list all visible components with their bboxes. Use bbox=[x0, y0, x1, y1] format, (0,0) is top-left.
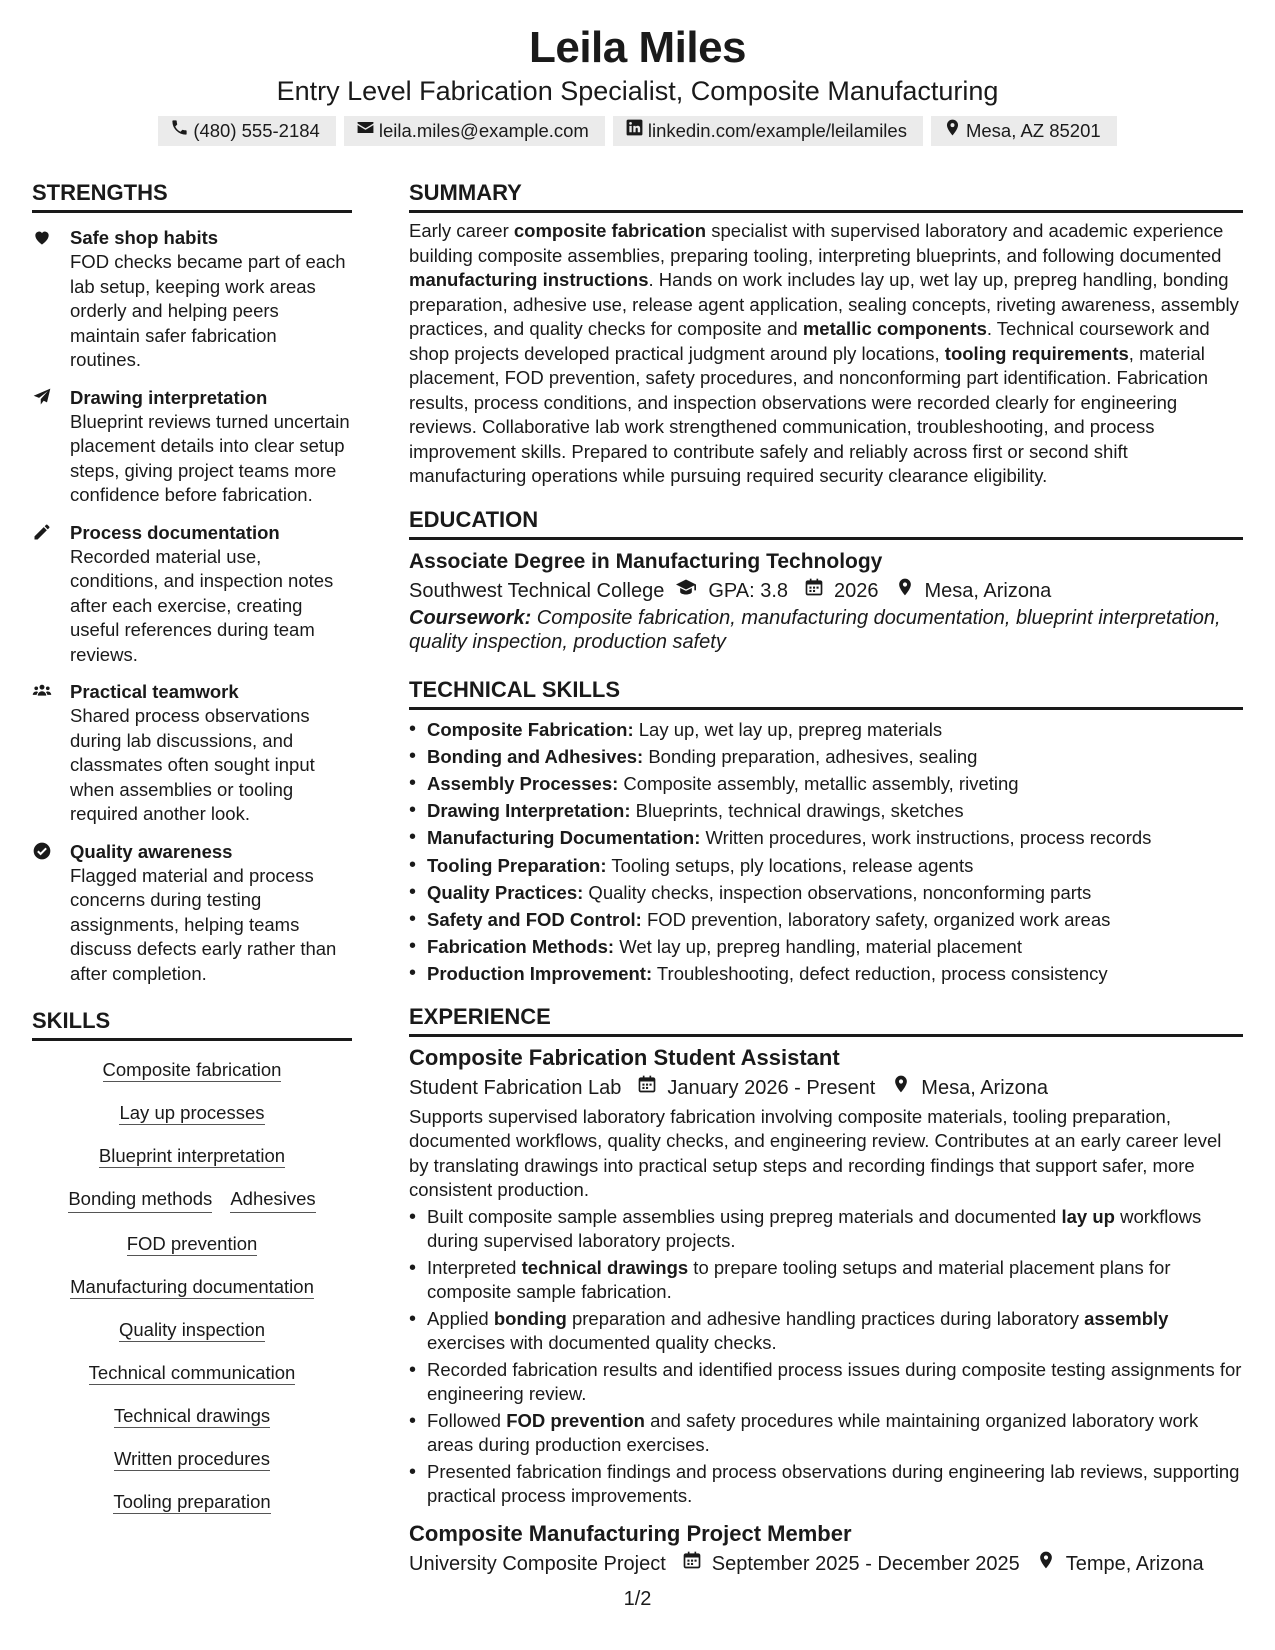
coursework-list: Composite fabrication, manufacturing documentation, blueprint interpretation, quality inspection, production safety bbox=[409, 606, 1221, 653]
bullet-text: preparation and adhesive handling practices during laboratory bbox=[566, 1307, 1085, 1329]
skill-category: Safety and FOD Control: bbox=[427, 908, 642, 930]
technical-skills-list bbox=[409, 716, 1243, 988]
job-org: Student Fabrication Lab bbox=[409, 1076, 622, 1099]
location-pin-icon bbox=[1036, 1549, 1056, 1579]
strength-desc: Recorded material use, conditions, and inspection notes after each exercise, creating useful references during team reviews. bbox=[70, 545, 334, 665]
job-meta bbox=[409, 1549, 1243, 1579]
summary-text bbox=[409, 219, 1243, 489]
skill-values: Bonding preparation, adhesives, sealing bbox=[643, 745, 978, 767]
calendar-icon bbox=[682, 1549, 702, 1579]
skill-tag: Quality inspection bbox=[118, 1319, 266, 1340]
candidate-name: Leila Miles bbox=[528, 23, 747, 72]
pencil-icon bbox=[32, 520, 70, 668]
technical-skills-heading: TECHNICAL SKILLS bbox=[409, 675, 1243, 710]
bullet-keyword: assembly bbox=[1084, 1307, 1169, 1329]
strength-item bbox=[32, 520, 352, 668]
page-number: 1/2 bbox=[623, 1588, 652, 1610]
job-location: Tempe, Arizona bbox=[1065, 1552, 1204, 1575]
strength-desc: Shared process observations during lab discussions, and classmates often sought input when assemblies or tooling required another look. bbox=[70, 705, 315, 824]
summary-keyword: tooling requirements bbox=[944, 342, 1129, 364]
resume-header bbox=[0, 0, 1275, 146]
contact-phone[interactable] bbox=[158, 116, 336, 146]
list-item bbox=[409, 879, 1243, 906]
strength-item bbox=[32, 385, 352, 508]
location-pin-icon bbox=[895, 576, 915, 606]
skill-tag: Technical communication bbox=[88, 1362, 296, 1383]
list-item bbox=[409, 1460, 1243, 1509]
bullet-text: to prepare tooling setups and material placement plans for composite sample fabrication. bbox=[427, 1256, 1171, 1303]
contact-text: Mesa, AZ 85201 bbox=[965, 119, 1101, 141]
list-item bbox=[409, 797, 1243, 824]
skill-category: Composite Fabrication: bbox=[427, 718, 634, 740]
skill-tag: Bonding methods bbox=[68, 1186, 212, 1213]
skill-tag: Blueprint interpretation bbox=[98, 1145, 286, 1166]
job-dates: September 2025 - December 2025 bbox=[711, 1552, 1020, 1575]
list-item bbox=[409, 770, 1243, 797]
skill-tag: Tooling preparation bbox=[113, 1491, 271, 1512]
list-item bbox=[409, 960, 1243, 987]
job-title: Composite Fabrication Student Assistant bbox=[409, 1044, 840, 1070]
location-pin-icon bbox=[943, 118, 962, 143]
bullet-text: and safety procedures while maintaining organized laboratory work areas during production exercises. bbox=[427, 1409, 1199, 1456]
summary-keyword: manufacturing instructions bbox=[409, 269, 649, 290]
bullet-text: Built composite sample assemblies using prepreg materials and documented bbox=[427, 1205, 1062, 1227]
skills-heading: SKILLS bbox=[32, 1006, 352, 1041]
list-item bbox=[409, 1256, 1243, 1305]
strength-desc: FOD checks became part of each lab setup, keeping work areas orderly and helping peers maintain safer fabrication routines. bbox=[70, 251, 346, 370]
list-item bbox=[409, 852, 1243, 879]
skills-list bbox=[32, 1057, 352, 1514]
bullet-text: Followed bbox=[427, 1409, 507, 1431]
skill-tag: Lay up processes bbox=[119, 1102, 265, 1123]
contact-email[interactable] bbox=[344, 116, 605, 146]
skill-category: Quality Practices: bbox=[427, 881, 584, 903]
linkedin-icon bbox=[625, 118, 644, 143]
paper-plane-icon bbox=[32, 385, 70, 508]
list-item bbox=[409, 1307, 1243, 1356]
calendar-icon bbox=[637, 1073, 657, 1103]
bullet-keyword: FOD prevention bbox=[506, 1409, 645, 1431]
bullet-text: workflows during supervised laboratory projects. bbox=[427, 1205, 1202, 1252]
skill-category: Assembly Processes: bbox=[427, 772, 619, 794]
skill-values: Quality checks, inspection observations, nonconforming parts bbox=[583, 881, 1092, 903]
strength-item bbox=[32, 225, 352, 373]
coursework bbox=[409, 606, 1243, 655]
list-item bbox=[409, 1358, 1243, 1407]
summary-part: , material placement, FOD prevention, safety procedures, and nonconforming part identification. Fabrication results, process conditions, and inspection observations were recorded clearly for engineering reviews. Collaborative lab work strengthened communication, troubleshooting, and process improvement skills. Prepared to contribute safely and reliably across first or second shift manufacturing operations while pursuing required security clearance eligibility. bbox=[409, 342, 1209, 486]
skill-values: Wet lay up, prepreg handling, material placement bbox=[614, 936, 1022, 958]
strengths-heading: STRENGTHS bbox=[32, 178, 352, 213]
skill-tag: FOD prevention bbox=[126, 1233, 258, 1254]
job-org: University Composite Project bbox=[409, 1552, 666, 1575]
phone-icon bbox=[170, 118, 189, 143]
contact-bar bbox=[0, 116, 1275, 146]
strength-title: Drawing interpretation bbox=[70, 386, 268, 408]
bullet-text: Presented fabrication findings and process observations during engineering lab reviews, supporting practical process improvements. bbox=[427, 1460, 1240, 1507]
envelope-icon bbox=[356, 118, 375, 143]
contact-text: leila.miles@example.com bbox=[378, 119, 589, 141]
contact-linkedin[interactable] bbox=[613, 116, 923, 146]
skill-values: Tooling setups, ply locations, release agents bbox=[606, 854, 974, 876]
school-location: Mesa, Arizona bbox=[924, 579, 1052, 602]
summary-part: specialist with supervised laboratory and academic experience building composite assemblies, preparing tooling, interpreting blueprints, and following documented bbox=[409, 220, 1224, 266]
skill-tag: Written procedures bbox=[114, 1448, 270, 1469]
skill-tag: Adhesives bbox=[230, 1186, 315, 1213]
skill-values: FOD prevention, laboratory safety, organized work areas bbox=[641, 908, 1111, 930]
degree-title: Associate Degree in Manufacturing Technology bbox=[409, 549, 883, 573]
summary-heading: SUMMARY bbox=[409, 178, 1243, 213]
contact-text: (480) 555-2184 bbox=[193, 119, 320, 141]
summary-part: . Hands on work includes lay up, wet lay up, prepreg handling, bonding preparation, adhesive use, release agent application, sealing concepts, riveting awareness, assembly practices, and quality checks for composite and bbox=[409, 269, 1239, 339]
skill-values: Written procedures, work instructions, process records bbox=[700, 827, 1152, 849]
skill-category: Production Improvement: bbox=[427, 963, 653, 985]
strength-item bbox=[32, 679, 352, 827]
strength-title: Quality awareness bbox=[70, 840, 233, 862]
people-icon bbox=[32, 679, 70, 827]
strength-title: Practical teamwork bbox=[70, 681, 239, 702]
bullet-keyword: technical drawings bbox=[521, 1256, 689, 1278]
strength-title: Safe shop habits bbox=[70, 227, 219, 248]
list-item bbox=[409, 1409, 1243, 1458]
skill-category: Bonding and Adhesives: bbox=[427, 745, 644, 767]
bullet-keyword: lay up bbox=[1061, 1205, 1115, 1227]
skill-values: Lay up, wet lay up, prepreg materials bbox=[633, 718, 943, 740]
strength-desc: Flagged material and process concerns during testing assignments, helping teams discuss defects early rather than after completion. bbox=[70, 864, 337, 984]
heart-icon bbox=[32, 225, 70, 373]
summary-part: . Technical coursework and shop projects developed practical judgment around ply locations, bbox=[409, 318, 1210, 364]
list-item bbox=[409, 743, 1243, 770]
bullet-text: exercises with documented quality checks. bbox=[427, 1332, 777, 1354]
list-item bbox=[409, 933, 1243, 960]
right-column bbox=[409, 178, 1243, 1579]
job-dates: January 2026 - Present bbox=[667, 1076, 876, 1099]
candidate-headline: Entry Level Fabrication Specialist, Composite Manufacturing bbox=[276, 76, 999, 106]
job-description: Supports supervised laboratory fabrication involving composite materials, tooling preparation, documented workflows, quality checks, and engineering review. Contributes at an early career level by translating drawings into practical setup steps and recording findings that support safer, more consistent production. bbox=[409, 1105, 1222, 1201]
list-item bbox=[409, 1205, 1243, 1254]
bullet-text: Interpreted bbox=[427, 1256, 522, 1278]
gpa-value: GPA: 3.8 bbox=[708, 579, 789, 602]
education-heading: EDUCATION bbox=[409, 505, 1243, 540]
job-meta bbox=[409, 1073, 1243, 1103]
job-title: Composite Manufacturing Project Member bbox=[409, 1520, 852, 1546]
education-meta bbox=[409, 576, 1243, 606]
bullet-keyword: bonding bbox=[493, 1307, 567, 1329]
skill-category: Manufacturing Documentation: bbox=[427, 827, 701, 849]
strength-title: Process documentation bbox=[70, 521, 280, 543]
summary-keyword: metallic components bbox=[802, 318, 987, 339]
calendar-icon bbox=[804, 576, 824, 606]
summary-part: Early career bbox=[409, 220, 514, 241]
contact-location bbox=[931, 116, 1117, 146]
skill-values: Composite assembly, metallic assembly, riveting bbox=[618, 772, 1019, 794]
left-column bbox=[32, 178, 352, 1514]
location-pin-icon bbox=[891, 1073, 911, 1103]
skill-category: Fabrication Methods: bbox=[427, 936, 615, 958]
school-name: Southwest Technical College bbox=[409, 579, 665, 602]
coursework-label: Coursework: bbox=[409, 606, 532, 629]
job-location: Mesa, Arizona bbox=[921, 1076, 1049, 1099]
job-bullets bbox=[409, 1205, 1243, 1509]
contact-text: linkedin.com/example/leilamiles bbox=[647, 119, 907, 141]
graduation-cap-icon bbox=[674, 576, 698, 606]
list-item bbox=[409, 906, 1243, 933]
skill-category: Tooling Preparation: bbox=[427, 854, 607, 876]
list-item bbox=[409, 824, 1243, 851]
skill-tag: Manufacturing documentation bbox=[70, 1276, 314, 1297]
graduation-year: 2026 bbox=[834, 579, 879, 602]
skill-category: Drawing Interpretation: bbox=[427, 800, 631, 822]
skill-tag: Composite fabrication bbox=[102, 1059, 282, 1080]
experience-heading: EXPERIENCE bbox=[409, 1002, 1243, 1037]
check-circle-icon bbox=[32, 839, 70, 987]
bullet-text: Recorded fabrication results and identified process issues during composite testing assignments for engineering review. bbox=[427, 1358, 1242, 1405]
summary-keyword: composite fabrication bbox=[513, 220, 707, 241]
strength-item bbox=[32, 839, 352, 987]
strength-desc: Blueprint reviews turned uncertain placement details into clear setup steps, giving project teams more confidence before fabrication. bbox=[70, 410, 350, 505]
list-item bbox=[409, 716, 1243, 743]
skill-values: Troubleshooting, defect reduction, process consistency bbox=[652, 963, 1108, 985]
skill-tag: Technical drawings bbox=[113, 1405, 271, 1426]
skill-values: Blueprints, technical drawings, sketches bbox=[630, 800, 964, 822]
bullet-text: Applied bbox=[427, 1307, 494, 1329]
